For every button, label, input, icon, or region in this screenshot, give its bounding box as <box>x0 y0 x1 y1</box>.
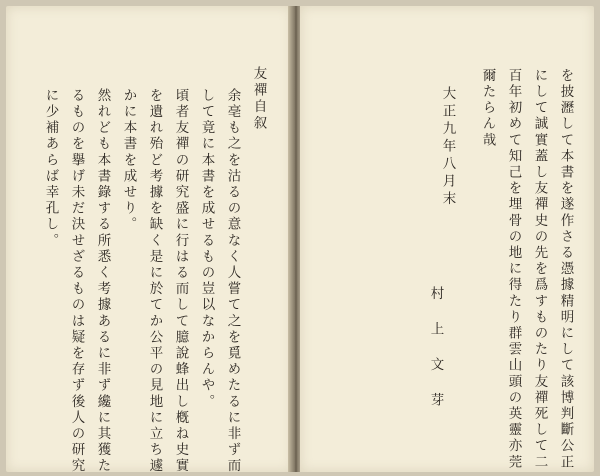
left-line-1: 余亳も之を沽るの意なく人嘗て之を覓めたるに非ず而 <box>224 88 241 475</box>
right-line-2: にして誠實蓋し友禪史の先を爲すものたり友禪死して二 <box>531 68 548 471</box>
preface-heading: 友禪自叙 <box>250 66 267 132</box>
author-name: 村上文芽 <box>427 286 444 428</box>
left-line-8: に少補あらば幸孔し。 <box>42 88 59 249</box>
right-page <box>300 6 594 472</box>
left-line-3: 頃者友禪の研究盛に行はる而して臆說蜂出し槪ね史實 <box>172 88 189 475</box>
left-line-4: を遺れ殆ど考據を缺く是に於てか公平の見地に立ち遽 <box>146 88 163 475</box>
preface-date: 大正九年八月末 <box>439 86 456 209</box>
left-line-7: るものを擧げ未だ決せざるものは疑を存ず後人の研究 <box>68 88 85 475</box>
left-page <box>6 6 292 475</box>
left-line-5: かに本書を成せり。 <box>120 88 137 233</box>
right-line-1: を披瀝して本書を遂作さる憑據精明にして該博判斷公正 <box>557 68 574 471</box>
right-line-4: 爾たらん哉 <box>479 68 496 149</box>
left-line-6: 然れども本書錄する所悉く考據あるに非ず纔に其獲た <box>94 88 111 475</box>
left-line-2: して竟に本書を成せるもの豈以なからんや。 <box>198 88 215 410</box>
right-line-3: 百年初めて知己を埋骨の地に得たり群雲山頭の英靈亦莞 <box>505 68 522 471</box>
